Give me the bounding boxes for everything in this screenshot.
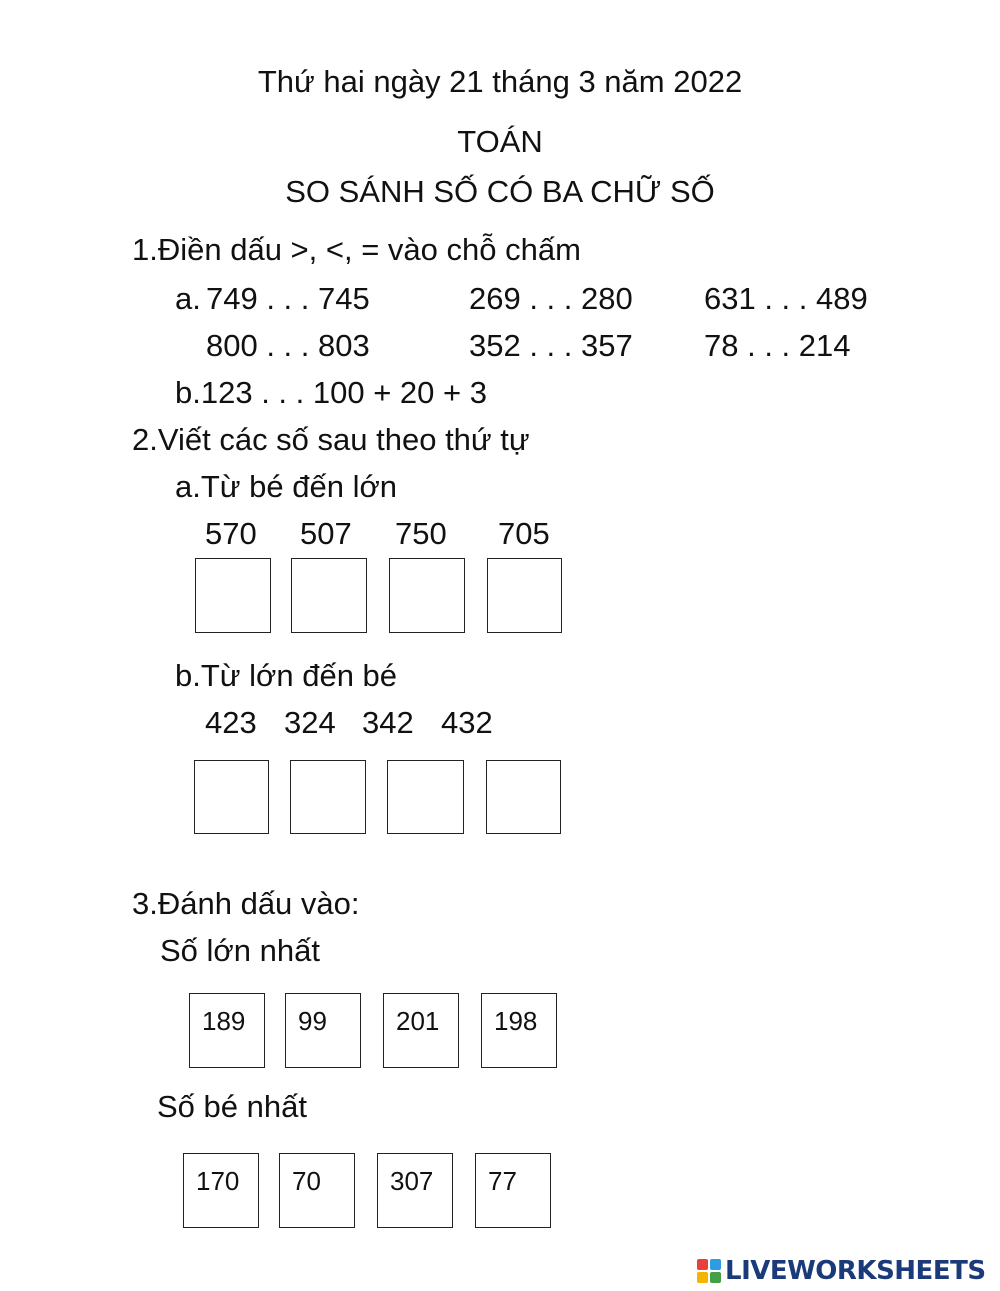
smallest-label: Số bé nhất [157,1089,307,1124]
exercise-1-heading: 1.Điền dấu >, <, = vào chỗ chấm [132,232,581,267]
comparison-item[interactable]: 78 . . . 214 [704,328,851,363]
exercise-2-heading: 2.Viết các số sau theo thứ tự [132,422,530,457]
choice-value: 189 [202,1006,246,1036]
choice-box[interactable] [383,993,459,1068]
date-line: Thứ hai ngày 21 tháng 3 năm 2022 [257,64,743,99]
choice-value: 201 [396,1006,440,1036]
exercise-2a-label: a.Từ bé đến lớn [175,469,398,504]
sort-number: 324 [284,705,336,740]
sort-number: 507 [300,516,352,551]
exercise-1a-label: a. [175,281,201,316]
largest-label: Số lớn nhất [160,933,320,968]
answer-box[interactable] [291,558,367,633]
choice-value: 307 [390,1166,434,1196]
sort-number: 570 [205,516,257,551]
comparison-item[interactable]: 631 . . . 489 [704,281,868,316]
sort-number: 423 [205,705,257,740]
exercise-2b-label: b.Từ lớn đến bé [175,658,398,693]
exercise-3-heading: 3.Đánh dấu vào: [132,886,360,921]
comparison-item[interactable]: 749 . . . 745 [206,281,370,316]
answer-box[interactable] [387,760,464,834]
answer-box[interactable] [290,760,366,834]
answer-box[interactable] [195,558,271,633]
answer-box[interactable] [486,760,561,834]
choice-box[interactable] [377,1153,453,1228]
sort-number: 432 [441,705,493,740]
subject-title: TOÁN [457,124,543,159]
choice-box[interactable] [279,1153,355,1228]
sort-number: 705 [498,516,550,551]
comparison-item[interactable]: 800 . . . 803 [206,328,370,363]
sort-number: 750 [395,516,447,551]
choice-value: 70 [292,1166,321,1196]
answer-box[interactable] [194,760,269,834]
choice-value: 198 [494,1006,538,1036]
choice-value: 77 [488,1166,517,1196]
exercise-1b[interactable]: b.123 . . . 100 + 20 + 3 [175,375,487,410]
choice-box[interactable] [183,1153,259,1228]
choice-box[interactable] [481,993,557,1068]
liveworksheets-logo [697,1256,986,1286]
choice-box[interactable] [189,993,265,1068]
choice-value: 99 [298,1006,327,1036]
answer-box[interactable] [389,558,465,633]
choice-value: 170 [196,1166,240,1196]
choice-box[interactable] [285,993,361,1068]
lesson-title: SO SÁNH SỐ CÓ BA CHỮ SỐ [285,174,715,209]
comparison-item[interactable]: 352 . . . 357 [469,328,633,363]
sort-number: 342 [362,705,414,740]
choice-box[interactable] [475,1153,551,1228]
logo-text: LIVEWORKSHEETS [725,1256,986,1286]
comparison-item[interactable]: 269 . . . 280 [469,281,633,316]
logo-cubes-icon [697,1259,721,1283]
answer-box[interactable] [487,558,562,633]
